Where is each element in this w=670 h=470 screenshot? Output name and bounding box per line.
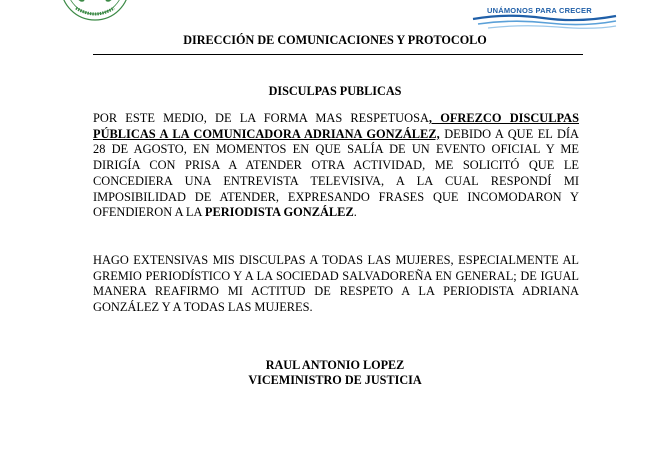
- apology-emphasis: , OFREZCO DISCULPAS PÚBLICAS A LA COMUNICADORA ADRIANA GONZÁLEZ,: [93, 111, 580, 141]
- signatory-position: VICEMINISTRO DE JUSTICIA: [248, 373, 422, 387]
- paragraph-intro: POR ESTE MEDIO, DE LA FORMA MAS RESPETUOSA: [93, 111, 429, 125]
- header-divider: [93, 54, 583, 55]
- logo-slogan: UNÁMONOS PARA CRECER: [487, 6, 592, 15]
- logo-waves: [468, 0, 618, 30]
- paragraph-end: .: [353, 205, 357, 220]
- coat-of-arms-seal: [58, 0, 132, 26]
- signatory-name: RAUL ANTONIO LOPEZ: [265, 358, 405, 372]
- paragraph-body: DEBIDO A QUE EL DÍA 28 DE AGOSTO, EN MOMENTOS EN QUE SALÍA DE UN EVENTO OFICIAL Y ME DIRIGÍA CON PRISA A ATENDER OTRA ACTIVIDAD, ME SOLICITÓ QUE LE CONCEDIERA UNA ENTREVISTA TELEVISIVA, A LA CUAL RESPONDÍ MI IMPOSIBILIDAD DE ATENDER, EXPRESANDO FRASES QUE INCOMODARON Y OFENDIERON A LA: [93, 126, 579, 220]
- department-heading: DIRECCIÓN DE COMUNICACIONES Y PROTOCOLO: [183, 33, 487, 47]
- extension-paragraph: HAGO EXTENSIVAS MIS DISCULPAS A TODAS LAS MUJERES, ESPECIALMENTE AL GREMIO PERIODÍSTICO Y A LA SOCIEDAD SALVADOREÑA EN GENERAL; DE IGUAL MANERA REAFIRMO MI ACTITUD DE RESPETO A LA PERIODISTA ADRIANA GONZÁLEZ Y A TODAS LAS MUJERES.: [93, 253, 579, 315]
- document-title: DISCULPAS PUBLICAS: [268, 84, 402, 98]
- journalist-name: PERIODISTA GONZÁLEZ: [204, 205, 354, 220]
- apology-paragraph: [93, 111, 579, 221]
